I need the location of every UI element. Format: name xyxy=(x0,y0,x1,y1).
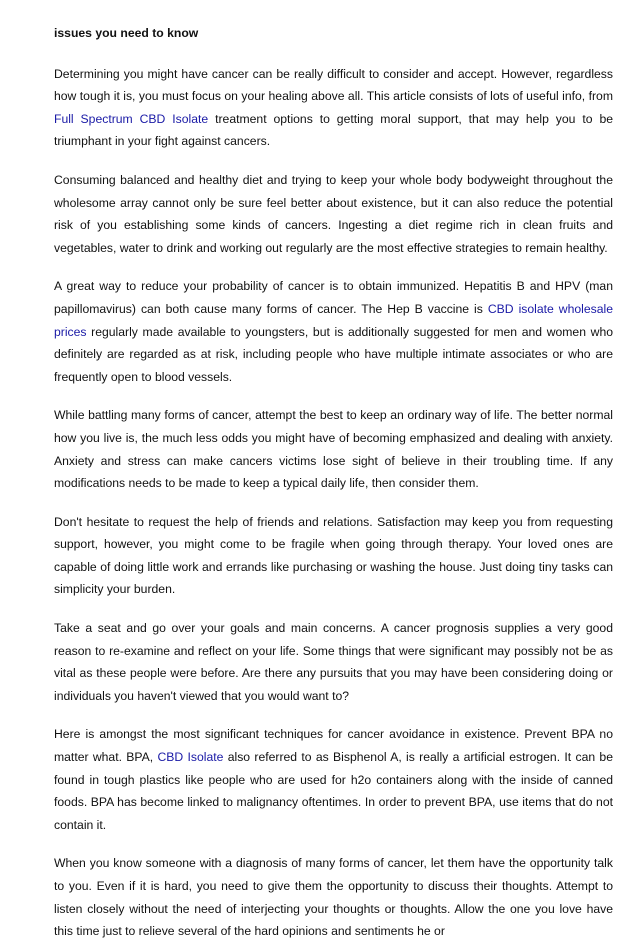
paragraph-text: A great way to reduce your probability of cancer is to obtain immunized. Hepatitis B and HPV (man papillomavirus) can both cause many forms of cancer. The Hep B vaccine is xyxy=(54,279,613,316)
paragraph-2: Consuming balanced and healthy diet and trying to keep your whole body bodyweight throughout the wholesome array cannot only be sure feel better about existence, but it can also reduce the potential risk of you establishing some kinds of cancers. Ingesting a diet regime rich in clean fruits and vegetables, water to drink and working out regularly are the most effective strategies to remain healthy. xyxy=(54,172,613,255)
link-cbd-isolate[interactable]: CBD Isolate xyxy=(157,750,224,765)
link-full-spectrum-cbd-isolate[interactable]: Full Spectrum CBD Isolate xyxy=(54,111,209,126)
paragraph-text: treatment options to getting moral support, that may help you to be triumphant in your fight against cancers. xyxy=(54,111,613,149)
paragraph-5: Don't hesitate to request the help of friends and relations. Satisfaction may keep you from requesting support, however, you might come to be fragile when going through therapy. Your loved ones are capable of doing little work and errands like purchasing or washing the house. Just doing tiny tasks can simplicity your burden. xyxy=(54,514,613,597)
paragraph-8: When you know someone with a diagnosis of many forms of cancer, let them have the opportunity talk to you. Even if it is hard, you need to give them the opportunity to discuss their thoughts. Attempt to listen closely without the need of interjecting your thoughts or thoughts. Allow the one you love have this time just to relieve several of the hard opinions and sentiments he or xyxy=(54,856,613,939)
paragraph-4: While battling many forms of cancer, attempt the best to keep an ordinary way of life. The better normal how you live is, the much less odds you might have of becoming emphasized and dealing with anxiety. Anxiety and stress can make cancers victims lose sight of believe in their troubling time. If any modifications needs to be made to keep a typical daily life, then consider them. xyxy=(54,408,613,491)
paragraph-text: regularly made available to youngsters, but is additionally suggested for men and women who definitely are regarded as at risk, including people who have multiple intimate associates or who are frequently open to blood vessels. xyxy=(54,324,613,384)
paragraph-text: Determining you might have cancer can be really difficult to consider and accept. However, regardless how tough it is, you must focus on your healing above all. This article consists of lots of useful info, from xyxy=(54,66,613,104)
link-cbd-isolate-wholesale-prices[interactable]: CBD isolate wholesale prices xyxy=(54,301,613,339)
paragraph-1 xyxy=(54,63,613,153)
paragraph-6: Take a seat and go over your goals and main concerns. A cancer prognosis supplies a very good reason to re-examine and reflect on your life. Some things that were significant may possibly not be as vital as these people were before. Are there any pursuits that you may have been considering doing or individuals you haven't viewed that you would want to? xyxy=(54,621,613,703)
paragraph-text: Here is amongst the most significant techniques for cancer avoidance in existence. Prevent BPA no matter what. BPA, xyxy=(54,727,613,765)
paragraph-text: also referred to as Bisphenol A, is really a artificial estrogen. It can be found in tough plastics like people who are used for h2o containers along with the inside of canned foods. BPA has become linked to malignancy oftentimes. In order to prevent BPA, use items that do not contain it. xyxy=(54,750,613,832)
paragraph-7 xyxy=(54,723,613,836)
paragraph-3 xyxy=(54,275,613,388)
document-heading: issues you need to know xyxy=(54,26,199,40)
